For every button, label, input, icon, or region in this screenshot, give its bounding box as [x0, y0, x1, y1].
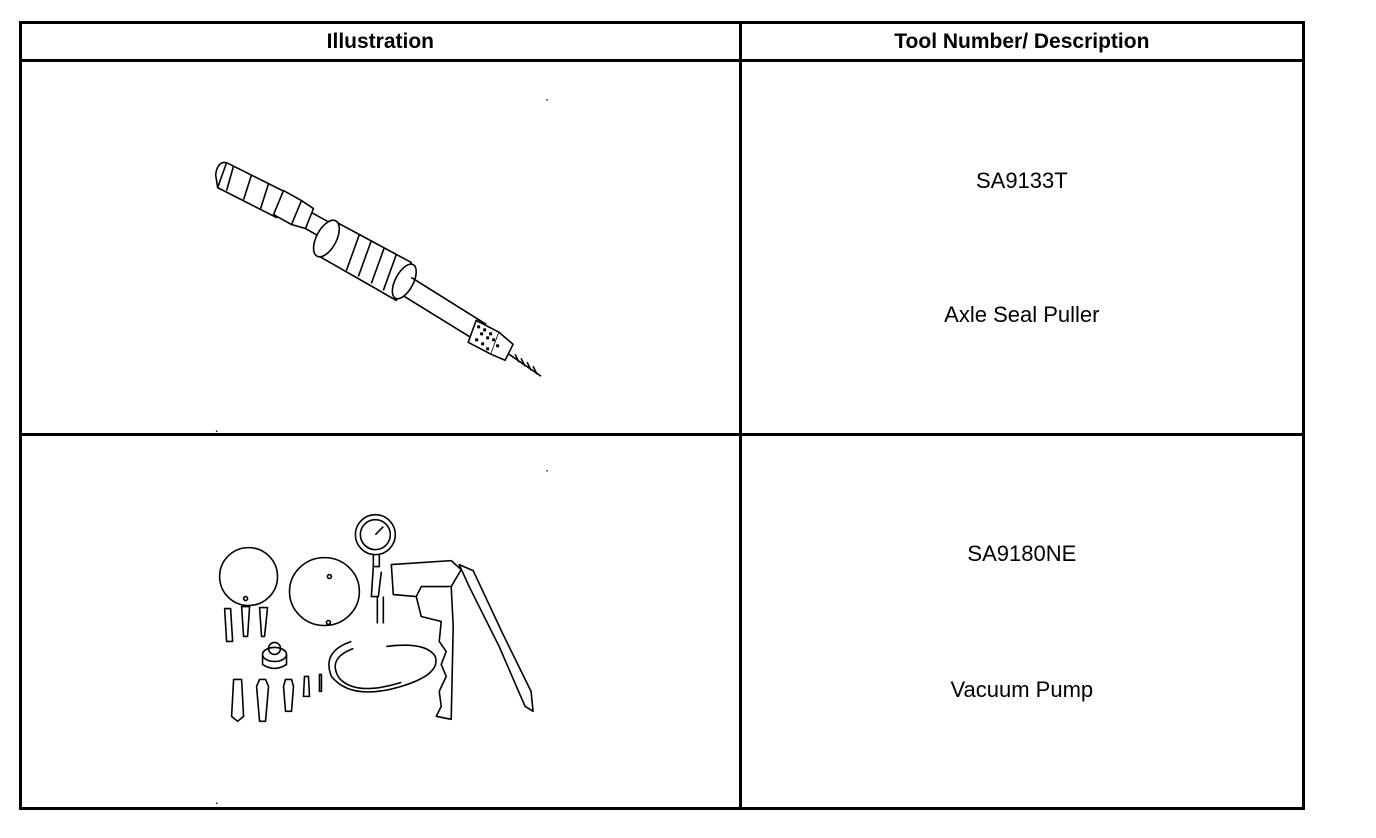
illustration-cell	[21, 435, 741, 809]
axle-seal-puller-icon	[22, 62, 739, 433]
tool-table	[19, 21, 1305, 810]
tool-description: Axle Seal Puller	[944, 302, 1100, 327]
tool-description: Vacuum Pump	[950, 677, 1094, 702]
tool-number: SA9180NE	[967, 541, 1077, 566]
tool-description-cell	[740, 61, 1303, 435]
header-tool-description: Tool Number/ Description	[740, 23, 1303, 61]
table-row	[21, 435, 1304, 809]
header-illustration: Illustration	[21, 23, 741, 61]
tool-number: SA9133T	[975, 168, 1068, 193]
table-header-row	[21, 23, 1304, 61]
tool-description-cell	[740, 435, 1303, 809]
vacuum-pump-kit-icon	[22, 436, 739, 807]
illustration-cell	[21, 61, 741, 435]
table-row	[21, 61, 1304, 435]
